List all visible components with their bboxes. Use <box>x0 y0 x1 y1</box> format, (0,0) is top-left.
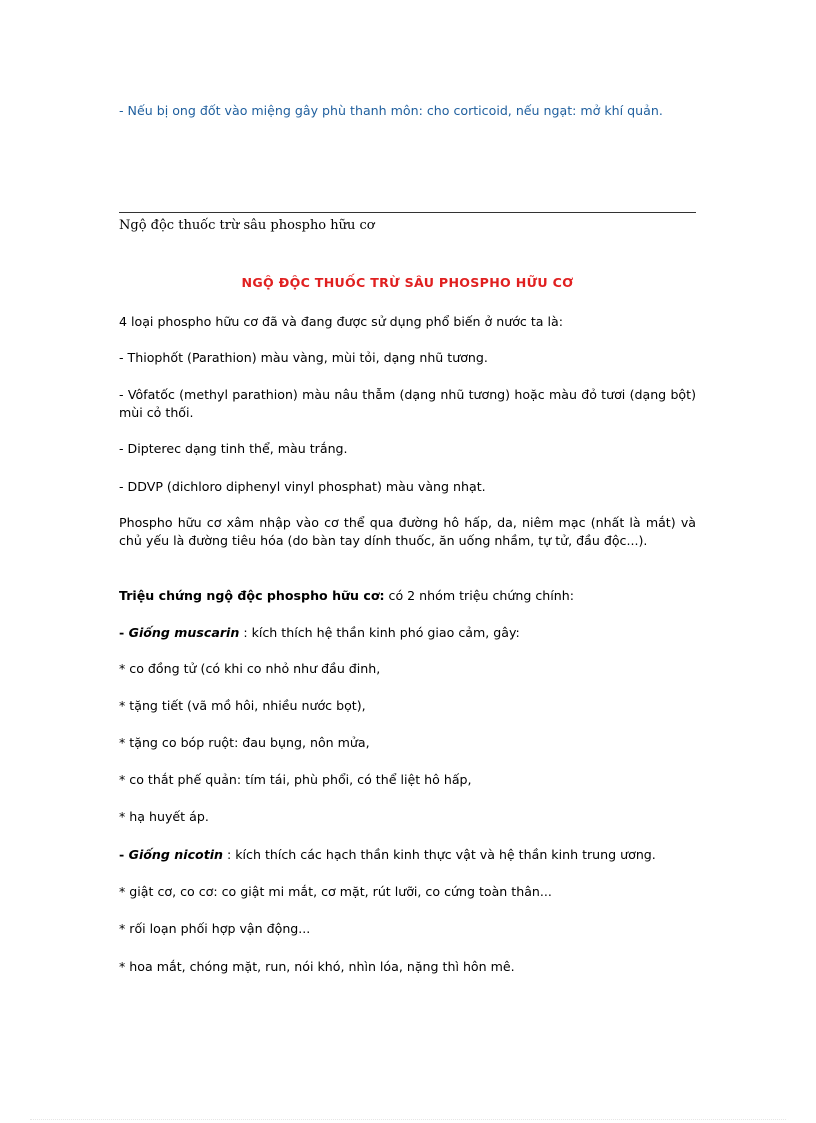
nicotin-desc: : kích thích các hạch thần kinh thực vật và hệ thần kinh trung ương. <box>223 847 656 862</box>
muscarin-item-4: * co thắt phế quản: tím tái, phù phổi, có thể liệt hô hấp, <box>119 772 472 787</box>
type-item-2: - Vôfatốc (methyl parathion) màu nâu thẫm (dạng nhũ tương) hoặc màu đỏ tươi (dạng bột) mùi cỏ thối. <box>119 387 696 420</box>
nicotin-item-1: * giật cơ, co cơ: co giật mi mắt, cơ mặt, rút lưỡi, co cứng toàn thân... <box>119 884 552 899</box>
muscarin-desc: : kích thích hệ thần kinh phó giao cảm, gây: <box>239 625 520 640</box>
nicotin-name: Giống nicotin <box>128 847 223 862</box>
symptoms-label: Triệu chứng ngộ độc phospho hữu cơ: <box>119 588 385 603</box>
muscarin-item-3: * tặng co bóp ruột: đau bụng, nôn mửa, <box>119 735 370 750</box>
absorption-paragraph: Phospho hữu cơ xâm nhập vào cơ thể qua đường hô hấp, da, niêm mạc (nhất là mắt) và chủ yếu là đường tiêu hóa (do bàn tay dính thuốc, ăn uống nhầm, tự tử, đầu độc...). <box>119 515 696 548</box>
bee-sting-note: - Nếu bị ong đốt vào miệng gây phù thanh môn: cho corticoid, nếu ngạt: mở khí quản. <box>119 103 663 118</box>
nicotin-dash: - <box>119 847 129 862</box>
lead-paragraph: 4 loại phospho hữu cơ đã và đang được sử dụng phổ biến ở nước ta là: <box>119 314 563 329</box>
section-divider <box>119 212 696 213</box>
type-item-3: - Dipterec dạng tinh thể, màu trắng. <box>119 441 348 456</box>
muscarin-name: Giống muscarin <box>128 625 240 640</box>
muscarin-item-2: * tặng tiết (vã mồ hôi, nhiều nước bọt), <box>119 698 366 713</box>
muscarin-dash: - <box>119 625 129 640</box>
nicotin-item-2: * rối loạn phối hợp vận động... <box>119 921 311 936</box>
muscarin-item-5: * hạ huyết áp. <box>119 809 209 824</box>
type-item-1: - Thiophốt (Parathion) màu vàng, mùi tỏi, dạng nhũ tương. <box>119 350 488 365</box>
page-title: NGỘ ĐỘC THUỐC TRỪ SÂU PHOSPHO HỮU CƠ <box>241 275 574 290</box>
symptoms-intro <box>119 587 696 605</box>
nicotin-heading <box>119 846 696 864</box>
muscarin-item-1: * co đồng tử (có khi co nhỏ như đầu đinh, <box>119 661 381 676</box>
source-title: Ngộ độc thuốc trừ sâu phospho hữu cơ <box>119 218 375 233</box>
type-item-4: - DDVP (dichloro diphenyl vinyl phosphat) màu vàng nhạt. <box>119 479 486 494</box>
muscarin-heading <box>119 624 696 642</box>
nicotin-item-3: * hoa mắt, chóng mặt, run, nói khó, nhìn lóa, nặng thì hôn mê. <box>119 959 515 974</box>
symptoms-rest: có 2 nhóm triệu chứng chính: <box>384 588 574 603</box>
page-bottom-border <box>30 1119 786 1120</box>
